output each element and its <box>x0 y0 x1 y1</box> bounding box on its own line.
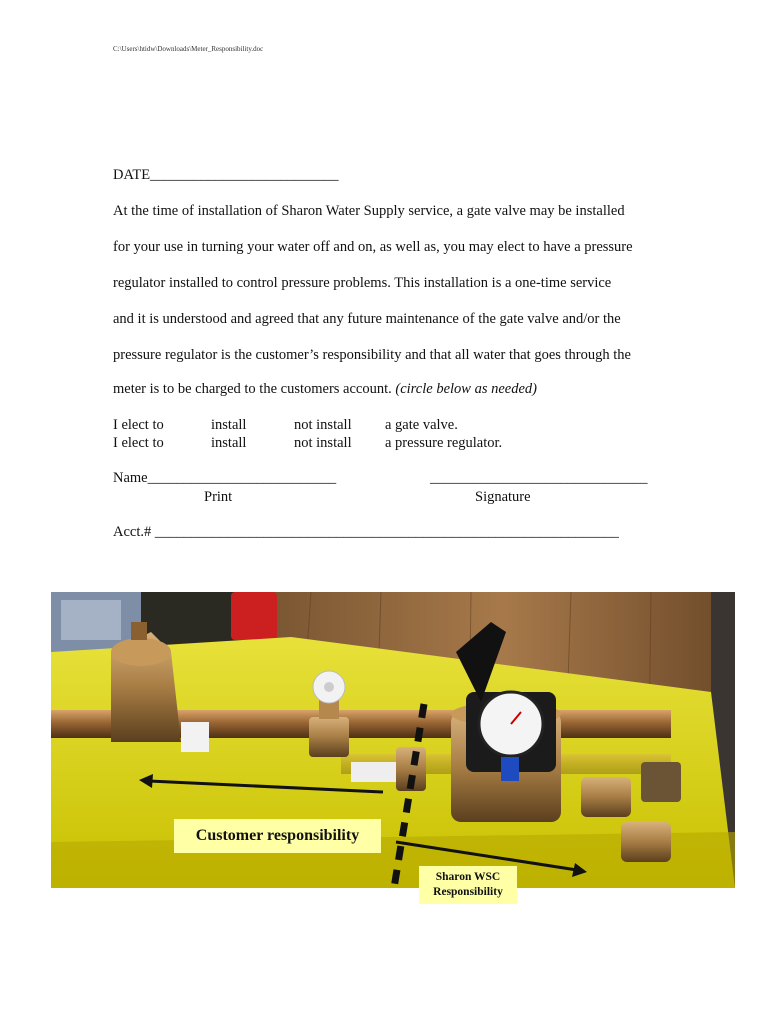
paragraph-line-4: and it is understood and agreed that any future maintenance of the gate valve and/or the <box>113 311 621 327</box>
file-path-header: C:\Users\htidw\Downloads\Meter_Responsibility.doc <box>113 45 264 53</box>
paragraph-line-1: At the time of installation of Sharon Water Supply service, a gate valve may be installed <box>113 203 625 219</box>
not-install-option[interactable]: not install <box>294 435 352 451</box>
signature-field[interactable]: ______________________________ <box>430 470 648 486</box>
paragraph-line-6 <box>113 381 537 398</box>
sharon-wsc-responsibility-label <box>419 866 517 904</box>
install-option[interactable]: install <box>211 417 247 433</box>
paragraph-line-5: pressure regulator is the customer’s responsibility and that all water that goes through the <box>113 347 631 363</box>
not-install-option[interactable]: not install <box>294 417 352 433</box>
wsc-label-line-2: Responsibility <box>433 886 503 898</box>
install-option[interactable]: install <box>211 435 247 451</box>
wsc-label-line-1: Sharon WSC <box>435 871 501 883</box>
item-label: a gate valve. <box>385 417 458 433</box>
elect-label: I elect to <box>113 417 164 433</box>
paragraph-line-2: for your use in turning your water off and on, as well as, you may elect to have a pressure <box>113 239 633 255</box>
customer-responsibility-label: Customer responsibility <box>174 819 381 853</box>
item-label: a pressure regulator. <box>385 435 503 451</box>
paragraph-line-3: regulator installed to control pressure problems. This installation is a one-time service <box>113 275 612 291</box>
account-number-field[interactable]: Acct.# ________________________________________________________________ <box>113 524 619 540</box>
date-field: DATE__________________________ <box>113 167 339 183</box>
elect-label: I elect to <box>113 435 164 451</box>
signature-caption: Signature <box>475 489 531 505</box>
paragraph-line-6-text: meter is to be charged to the customers account. <box>113 381 396 397</box>
meter-photo-illustration <box>51 592 735 888</box>
print-caption: Print <box>204 489 233 505</box>
name-field[interactable]: Name__________________________ <box>113 470 337 486</box>
meter-photo <box>51 592 735 888</box>
circle-note: (circle below as needed) <box>395 381 537 397</box>
